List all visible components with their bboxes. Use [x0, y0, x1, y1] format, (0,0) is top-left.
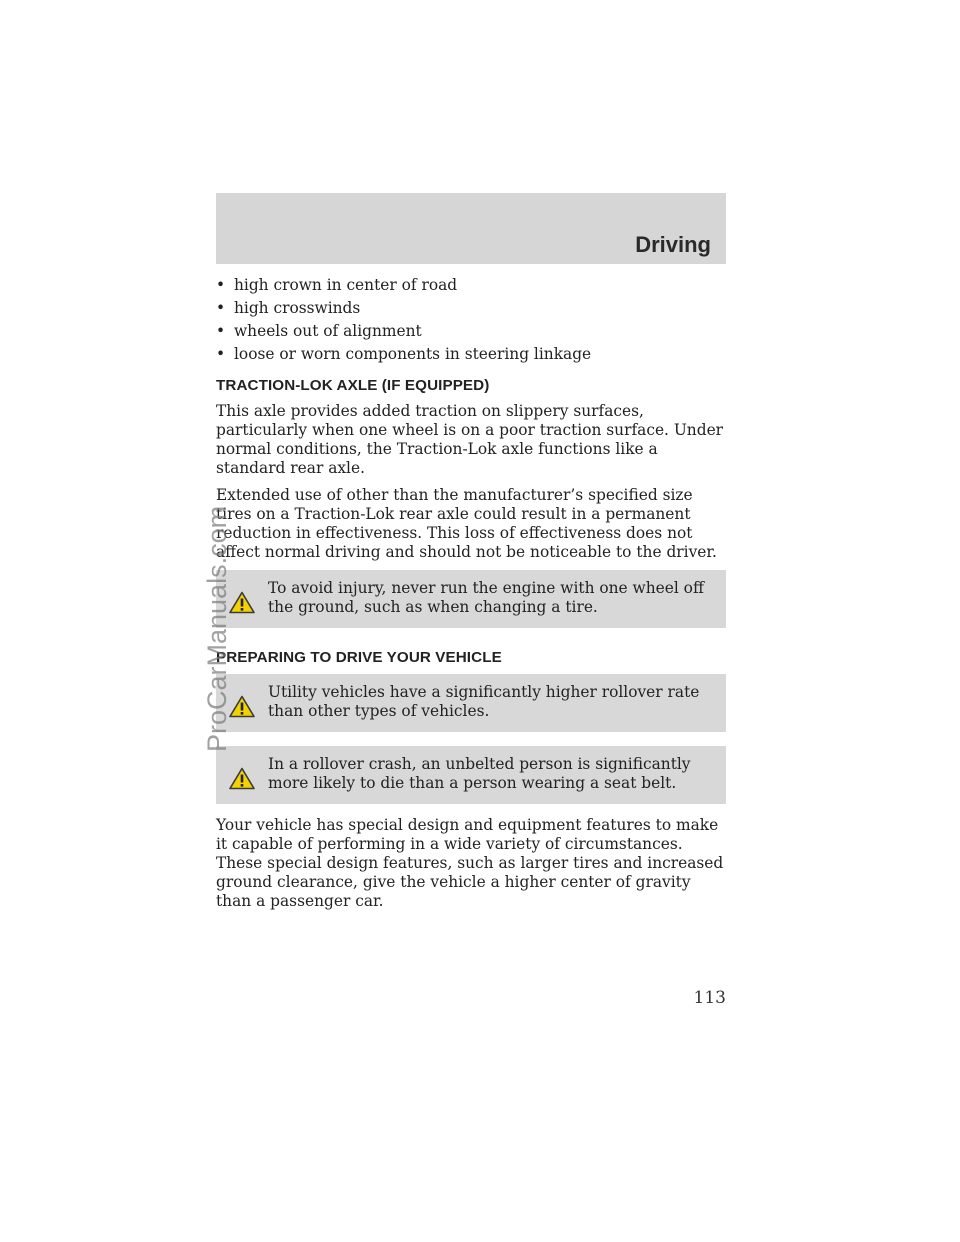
warning-box	[216, 746, 726, 804]
watermark-text: ProCarManuals.com	[202, 505, 232, 752]
warning-text: In a rollover crash, an unbelted person is significantly more likely to die than a person wearing a seat belt.	[268, 755, 691, 792]
preparing-paragraph: Your vehicle has special design and equipment features to make it capable of performing in a wide variety of circumstances. These special design features, such as larger tires and increased ground clearance, give the vehicle a higher center of gravity than a passenger car.	[216, 816, 724, 910]
list-item	[216, 345, 726, 364]
bullet-dot: •	[216, 345, 226, 363]
list-item	[216, 322, 726, 341]
warning-box	[216, 570, 726, 628]
bullet-dot: •	[216, 322, 226, 340]
list-item-text: loose or worn components in steering linkage	[234, 345, 592, 363]
traction-paragraph-1: This axle provides added traction on slippery surfaces, particularly when one wheel is on a poor traction surface. Under normal conditions, the Traction-Lok axle functions like a standard rear axle.	[216, 402, 724, 477]
list-item-text: high crosswinds	[234, 299, 361, 317]
traction-lok-heading: TRACTION-LOK AXLE (IF EQUIPPED)	[216, 377, 490, 394]
preparing-heading: PREPARING TO DRIVE YOUR VEHICLE	[216, 649, 502, 666]
bullet-dot: •	[216, 276, 226, 294]
warning-text: Utility vehicles have a significantly higher rollover rate than other types of vehicles.	[268, 683, 700, 720]
warning-triangle-icon	[216, 755, 268, 790]
page-content	[216, 276, 726, 919]
list-item	[216, 276, 726, 295]
page-number: 113	[693, 988, 726, 1008]
list-item	[216, 299, 726, 318]
bullet-dot: •	[216, 299, 226, 317]
traction-paragraph-2: Extended use of other than the manufacturer’s specified size tires on a Traction-Lok rear axle could result in a permanent reduction in effectiveness. This loss of effectiveness does not affect normal driving and should not be noticeable to the driver.	[216, 486, 717, 561]
warning-text: To avoid injury, never run the engine with one wheel off the ground, such as when changing a tire.	[268, 579, 704, 616]
section-header-bar	[216, 193, 726, 264]
list-item-text: high crown in center of road	[234, 276, 458, 294]
section-title: Driving	[635, 232, 711, 257]
list-item-text: wheels out of alignment	[234, 322, 422, 340]
warning-box	[216, 674, 726, 732]
